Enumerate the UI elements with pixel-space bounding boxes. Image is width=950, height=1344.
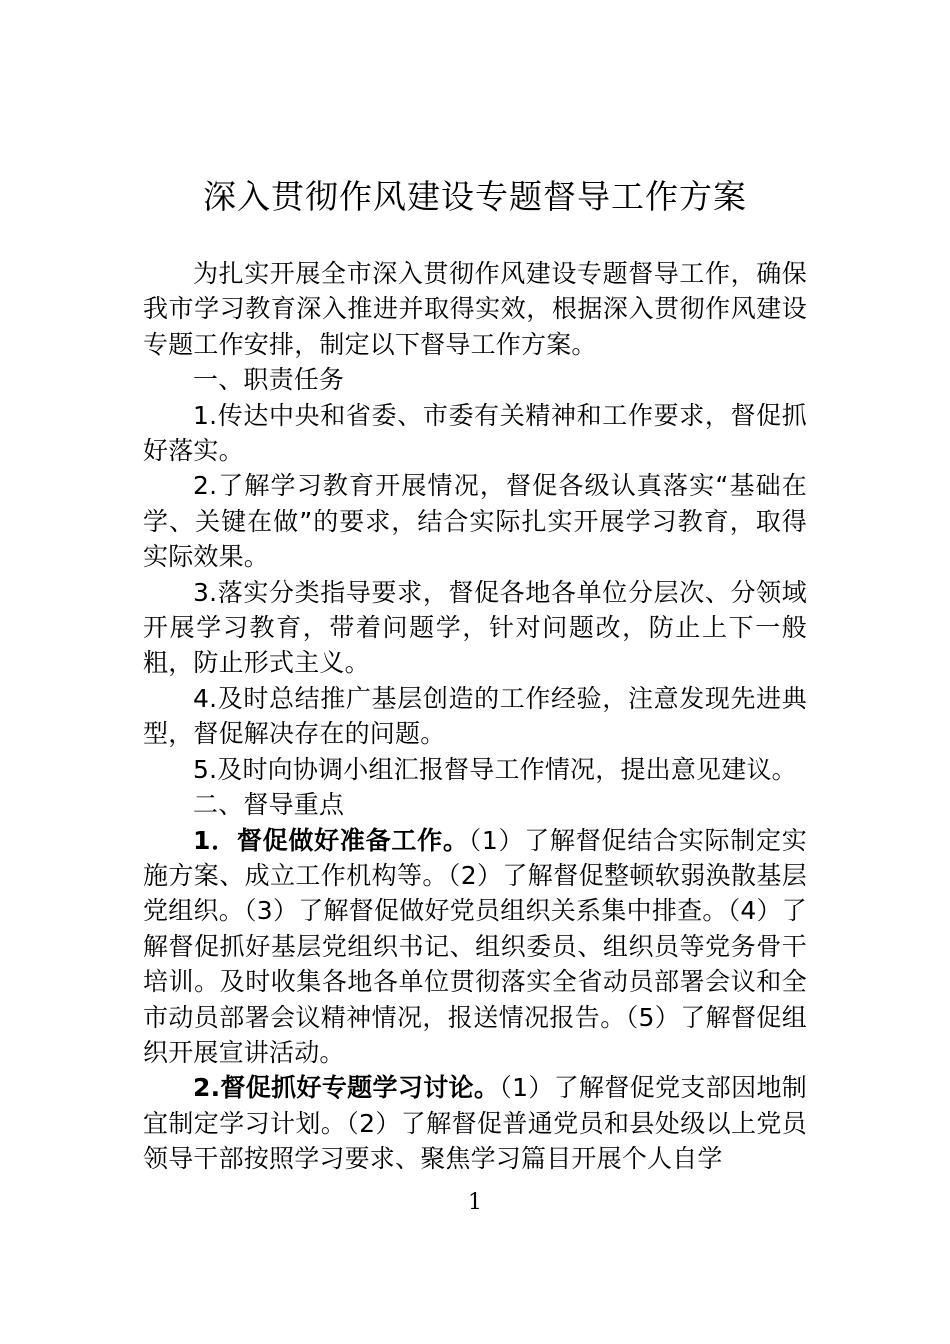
section-heading: 二、督导重点 [193,790,345,820]
page-number: 1 [468,1190,482,1215]
list-item: 5.及时向协调小组汇报督导工作情况，提出意见建议。 [193,754,797,784]
list-item: 4.及时总结推广基层创造的工作经验，注意发现先进典型，督促解决存在的问题。 [143,683,807,749]
key-point-text: （1）了解督促结合实际制定实施方案、成立工作机构等。（2）了解督促整顿软弱涣散基层党组织。（3）了解督促做好党员组织关系集中排查。（4）了解督促抓好基层党组织书记、组织委员、组织员等党务骨干培训。及时收集各地各单位贯彻落实全省动员部署会议和全市动员部署会议精神情况，报送情况报告。（5）了解督促组织开展宣讲活动。 [143,825,807,1067]
list-item: 3.落实分类指导要求，督促各地各单位分层次、分领域开展学习教育，带着问题学，针对问题改，防止上下一般粗，防止形式主义。 [143,577,807,678]
intro-paragraph: 为扎实开展全市深入贯彻作风建设专题督导工作，确保我市学习教育深入推进并取得实效，根据深入贯彻作风建设专题工作安排，制定以下督导工作方案。 [143,259,807,359]
key-point-lead: 2.督促抓好专题学习讨论。 [193,1073,500,1103]
key-point-paragraph [143,823,807,1071]
key-point-text: （1）了解督促党支部因地制宜制定学习计划。（2）了解督促普通党员和县处级以上党员领导干部按照学习要求、聚焦学习篇目开展个人自学 [143,1073,807,1174]
document-body [143,256,807,1177]
key-point-paragraph [143,1070,807,1176]
key-point-lead: 1．督促做好准备工作。 [193,825,469,855]
document-title: 深入贯彻作风建设专题督导工作方案 [203,177,747,216]
list-item: 2.了解学习教育开展情况，督促各级认真落实“基础在学、关键在做”的要求，结合实际扎实开展学习教育，取得实际效果。 [143,471,807,572]
list-item: 1.传达中央和省委、市委有关精神和工作要求，督促抓好落实。 [143,400,807,466]
section-heading: 一、职责任务 [193,365,345,395]
